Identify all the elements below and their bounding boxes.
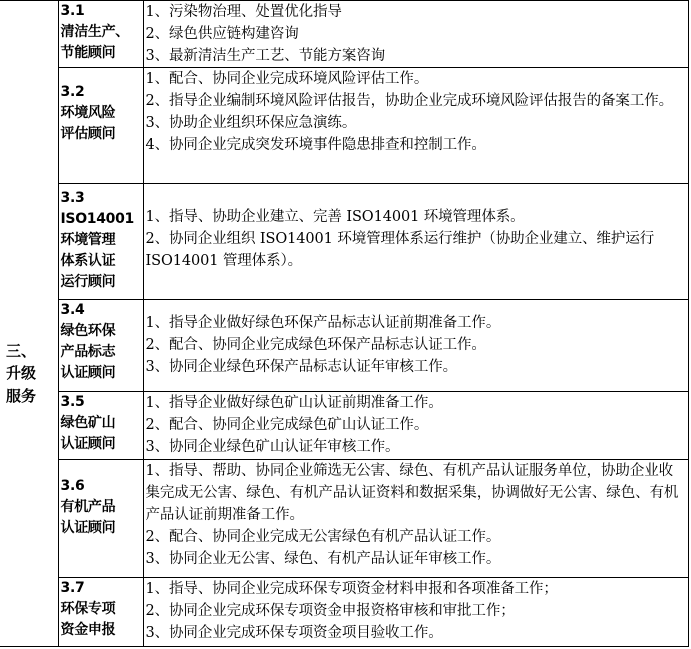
service-description — [144, 460, 689, 570]
list-item: 2、指导企业编制环境风险评估报告，协助企业完成环境风险评估报告的备案工作。 — [145, 93, 674, 109]
service-description-cell — [143, 578, 689, 647]
list-item: 2、协同企业完成环保专项资金申报资格审核和审批工作； — [145, 603, 515, 619]
table-row — [0, 68, 689, 184]
service-description-cell — [143, 300, 689, 392]
service-description-cell — [143, 184, 689, 300]
list-item: 2、绿色供应链构建咨询 — [145, 26, 299, 42]
service-title: 3.1 清洁生产、 节能顾问 — [60, 3, 129, 61]
service-description — [144, 1, 689, 67]
list-item: 3、协同企业无公害、绿色、有机产品认证年审核工作。 — [145, 551, 501, 567]
service-description-cell — [143, 68, 689, 184]
service-description — [144, 392, 689, 458]
table-row — [0, 460, 689, 578]
service-description — [144, 578, 689, 644]
service-title-cell — [58, 392, 143, 460]
list-item: 1、配合、协同企业完成环境风险评估工作。 — [145, 71, 429, 87]
service-title: 3.5 绿色矿山 认证顾问 — [60, 394, 116, 452]
service-title-cell — [58, 300, 143, 392]
service-title: 3.4 绿色环保 产品标志 认证顾问 — [60, 302, 116, 381]
table-row — [0, 184, 689, 300]
list-item: 2、协同企业组织 ISO14001 环境管理体系运行维护（协助企业建立、维护运行 ISO14001 管理体系）。 — [145, 231, 655, 269]
service-title-cell — [58, 68, 143, 184]
service-description — [144, 206, 689, 272]
service-description-cell — [143, 1, 689, 68]
table-row — [0, 578, 689, 647]
list-item: 2、配合、协同企业完成绿色环保产品标志认证工作。 — [145, 337, 486, 353]
service-title: 3.2 环境风险 评估顾问 — [60, 84, 116, 142]
table-row — [0, 1, 689, 68]
category-cell — [0, 1, 58, 647]
list-item: 3、协同企业完成环保专项资金项目验收工作。 — [145, 625, 443, 641]
list-item: 1、指导、帮助、协同企业筛选无公害、绿色、有机产品认证服务单位，协助企业收集完成无公害、绿色、有机产品认证资料和数据采集，协调做好无公害、绿色、有机产品认证前期准备工作。 — [145, 463, 679, 523]
list-item: 3、协同企业绿色矿山认证年审核工作。 — [145, 439, 400, 455]
service-title: 3.7 环保专项 资金申报 — [60, 580, 116, 638]
service-title: 3.3 ISO14001 环境管理 体系认证 运行顾问 — [60, 190, 134, 290]
service-title-cell — [58, 578, 143, 647]
list-item: 3、协助企业组织环保应急演练。 — [145, 115, 357, 131]
service-description — [144, 68, 689, 156]
list-item: 2、配合、协同企业完成无公害绿色有机产品认证工作。 — [145, 529, 501, 545]
service-title-cell — [58, 184, 143, 300]
service-description-cell — [143, 460, 689, 578]
service-title-cell — [58, 460, 143, 578]
list-item: 1、指导、协助企业建立、完善 ISO14001 环境管理体系。 — [145, 209, 525, 225]
service-title-cell — [58, 1, 143, 68]
list-item: 1、指导企业做好绿色环保产品标志认证前期准备工作。 — [145, 315, 501, 331]
list-item: 1、指导企业做好绿色矿山认证前期准备工作。 — [145, 395, 443, 411]
list-item: 1、污染物治理、处置优化指导 — [145, 4, 342, 20]
list-item: 3、最新清洁生产工艺、节能方案咨询 — [145, 48, 386, 64]
table-row — [0, 300, 689, 392]
service-title: 3.6 有机产品 认证顾问 — [60, 478, 116, 536]
list-item: 1、指导、协同企业完成环保专项资金材料申报和各项准备工作； — [145, 581, 558, 597]
list-item: 2、配合、协同企业完成绿色矿山认证工作。 — [145, 417, 429, 433]
list-item: 4、协同企业完成突发环境事件隐患排查和控制工作。 — [145, 137, 486, 153]
service-description-cell — [143, 392, 689, 460]
service-description — [144, 312, 689, 378]
category-label: 三、 升级 服务 — [6, 341, 37, 405]
table-row — [0, 392, 689, 460]
list-item: 3、协同企业绿色环保产品标志认证年审核工作。 — [145, 359, 458, 375]
